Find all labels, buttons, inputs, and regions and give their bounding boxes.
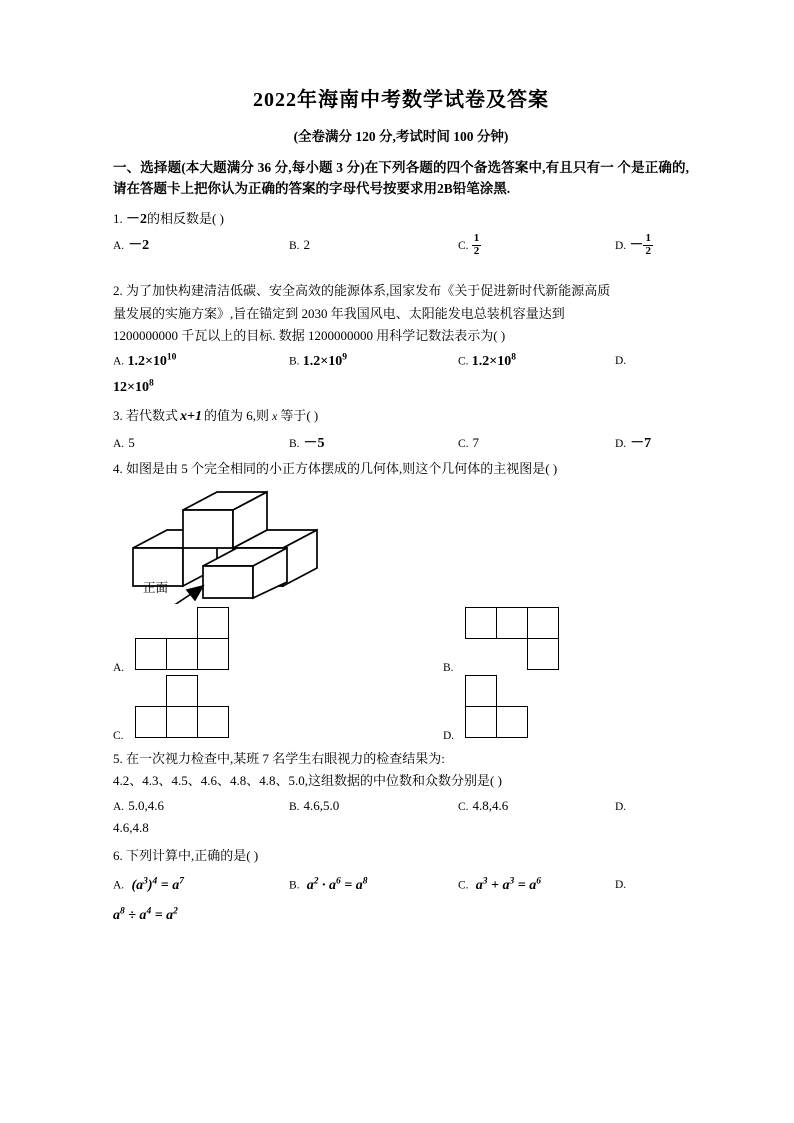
option-label: B. [443, 661, 454, 674]
fraction-denominator: 2 [645, 244, 651, 257]
option-label: D. [443, 729, 455, 742]
question-2-line-3: 1200000000 千瓦以上的目标. 数据 1200000000 用科学记数法表示为( ) [113, 328, 506, 344]
grid-square [166, 706, 198, 738]
option-label: C. [458, 240, 469, 253]
question-2-line-1: 2. 为了加快构建清洁低碳、安全高效的能源体系,国家发布《关于促进新时代新能源高质 [113, 283, 611, 299]
question-5-options [113, 795, 689, 817]
question-1-text: 的相反数是( ) [147, 211, 224, 227]
question-2-options [113, 349, 689, 375]
grid-square [527, 638, 559, 670]
option-label: A. [113, 356, 125, 369]
question-3-option-a[interactable] [113, 432, 135, 455]
option-value: 5.0,4.6 [128, 797, 164, 813]
question-3-expression: x+1 [180, 409, 202, 425]
grid-square [465, 607, 497, 639]
option-label: B. [289, 879, 300, 892]
instructions-line-2c: 铅笔涂黑. [452, 181, 511, 197]
page-title: 2022年海南中考数学试卷及答案 [253, 89, 549, 111]
question-1-option-d[interactable] [615, 234, 653, 258]
page-subtitle: (全卷满分 120 分,考试时间 100 分钟) [293, 129, 509, 144]
shape-option-a [135, 606, 235, 672]
question-6-option-a[interactable] [113, 873, 184, 897]
option-value: $a^3 + a^3 = a^6$ [475, 876, 542, 893]
fraction-one-half [643, 233, 653, 257]
option-label: C. [458, 437, 469, 450]
option-value: －7 [630, 435, 652, 451]
question-1-option-b[interactable] [289, 234, 310, 257]
question-6-stem: 6. 下列计算中,正确的是( ) [113, 847, 259, 863]
option-label: B. [289, 800, 300, 813]
option-label: B. [289, 240, 300, 253]
exponent: 10 [166, 352, 177, 363]
fraction-one-half [472, 233, 482, 257]
option-value [303, 354, 347, 369]
question-4-option-a[interactable] [113, 606, 343, 674]
question-6-option-d-label[interactable] [615, 873, 626, 896]
option-label: A. [113, 437, 125, 450]
question-6-option-c[interactable] [458, 873, 541, 897]
option-value: 4.8,4.6 [472, 797, 509, 813]
grid-square [135, 706, 167, 738]
question-2-stem [113, 280, 689, 347]
option-label: D. [615, 879, 627, 892]
question-6-option-b[interactable] [289, 873, 368, 897]
question-4-figure-solid [125, 486, 355, 604]
question-5-option-b[interactable] [289, 795, 339, 818]
question-1-options [113, 234, 689, 274]
question-3-option-d[interactable] [615, 432, 651, 456]
question-3-number: 3. 若代数式 [113, 408, 179, 424]
option-value: 2 [303, 237, 311, 253]
question-3-variable: x [272, 409, 278, 424]
question-6-options [113, 869, 689, 903]
exponent: 8 [511, 352, 517, 363]
question-5-option-d-value[interactable]: 4.6,4.8 [113, 819, 149, 835]
mantissa: 1.2×10 [127, 354, 167, 370]
shape-option-c [135, 674, 235, 740]
option-value: 4.6,5.0 [303, 797, 340, 813]
front-view-label: 正面 [143, 580, 169, 595]
question-4-stem: 4. 如图是由 5 个完全相同的小正方体摆成的几何体,则这个几何体的主视图是( ) [113, 460, 558, 476]
question-2-option-d-value[interactable] [113, 375, 689, 401]
page-content [113, 88, 689, 927]
question-5-option-a[interactable] [113, 795, 164, 818]
grid-square [197, 607, 229, 639]
question-3-text-a: 的值为 6,则 [204, 408, 270, 424]
question-4-option-d[interactable] [443, 674, 673, 742]
question-2-option-d-label[interactable] [615, 349, 626, 372]
question-2-line-2: 量发展的实施方案》,旨在锚定到 2030 年我国风电、太阳能发电总装机容量达到 [113, 305, 565, 321]
question-5-line-1: 5. 在一次视力检查中,某班 7 名学生右眼视力的检查结果为: [113, 750, 445, 766]
grid-square [465, 706, 497, 738]
option-label: C. [458, 879, 469, 892]
option-label: C. [458, 800, 469, 813]
grid-square [496, 607, 528, 639]
question-1-option-c[interactable] [458, 234, 481, 258]
question-3-text-b: 等于( ) [280, 408, 319, 424]
instructions-line-2a: 个是正确的,请在答题卡上把你认为正确的答案的字母代号按要求用 [113, 159, 690, 197]
question-4-options [113, 606, 689, 742]
option-label: A. [113, 800, 125, 813]
option-label: A. [113, 661, 125, 674]
mantissa: 1.2×10 [302, 354, 343, 370]
shape-option-b [465, 606, 565, 672]
question-5-option-d-label[interactable] [615, 795, 626, 818]
exponent: 8 [148, 378, 154, 389]
question-1-value: －2 [126, 212, 147, 228]
question-3-option-b[interactable] [289, 432, 325, 456]
instructions-line-1: 一、选择题(本大题满分 36 分,每小题 3 分)在下列各题的四个备选答案中,有且只有一 [113, 159, 614, 175]
grid-square [465, 675, 497, 707]
mantissa: 1.2×10 [471, 354, 512, 370]
option-label: D. [615, 240, 627, 253]
option-label: C. [458, 356, 469, 369]
option-label: A. [113, 240, 125, 253]
option-value [472, 354, 516, 369]
mantissa: 12×10 [113, 380, 149, 396]
shape-option-d [465, 674, 535, 740]
grid-square [197, 638, 229, 670]
pencil-type: 2B [437, 181, 453, 197]
grid-square [166, 675, 198, 707]
option-label: B. [289, 437, 300, 450]
option-label: D. [615, 355, 627, 368]
question-2-option-a[interactable] [113, 349, 176, 373]
option-label: C. [113, 729, 124, 742]
question-2-option-b[interactable] [289, 349, 347, 373]
question-3-stem [113, 405, 689, 429]
grid-square [135, 638, 167, 670]
option-value: －5 [303, 435, 325, 451]
question-1-stem [113, 208, 689, 232]
fraction-denominator: 2 [473, 244, 480, 257]
question-6-option-d-value[interactable]: $a^8 \div a^4 = a^2$ [113, 906, 178, 923]
option-value: $a^2 \cdot a^6 = a^8$ [306, 876, 368, 893]
section-instructions [113, 157, 689, 201]
grid-square [197, 706, 229, 738]
question-1-number: 1. [113, 211, 123, 227]
question-3-option-c[interactable] [458, 432, 479, 455]
option-value: $(a^3)^4 = a^7$ [131, 876, 185, 893]
question-4-option-b[interactable] [443, 606, 673, 674]
question-3-options [113, 432, 689, 454]
option-label: A. [113, 879, 125, 892]
option-value: 7 [472, 434, 480, 450]
fraction-numerator: 1 [645, 232, 651, 245]
option-label: B. [289, 356, 300, 369]
grid-square [166, 638, 198, 670]
option-value [127, 354, 176, 369]
option-label: D. [615, 800, 627, 813]
question-4-option-c[interactable] [113, 674, 343, 742]
grid-square [527, 607, 559, 639]
fraction-numerator: 1 [473, 232, 480, 245]
question-2-option-c[interactable] [458, 349, 516, 373]
option-label: D. [615, 437, 627, 450]
question-5-stem [113, 748, 689, 793]
grid-square [496, 706, 528, 738]
question-5-line-2: 4.2、4.3、4.5、4.6、4.8、4.8、5.0,这组数据的中位数和众数分别是( ) [113, 773, 502, 789]
option-value: 5 [128, 434, 135, 450]
negative-sign: － [629, 238, 644, 254]
option-value: －2 [128, 238, 150, 254]
question-1-option-a[interactable] [113, 234, 149, 258]
exponent: 9 [342, 352, 348, 363]
question-5-option-c[interactable] [458, 795, 508, 818]
